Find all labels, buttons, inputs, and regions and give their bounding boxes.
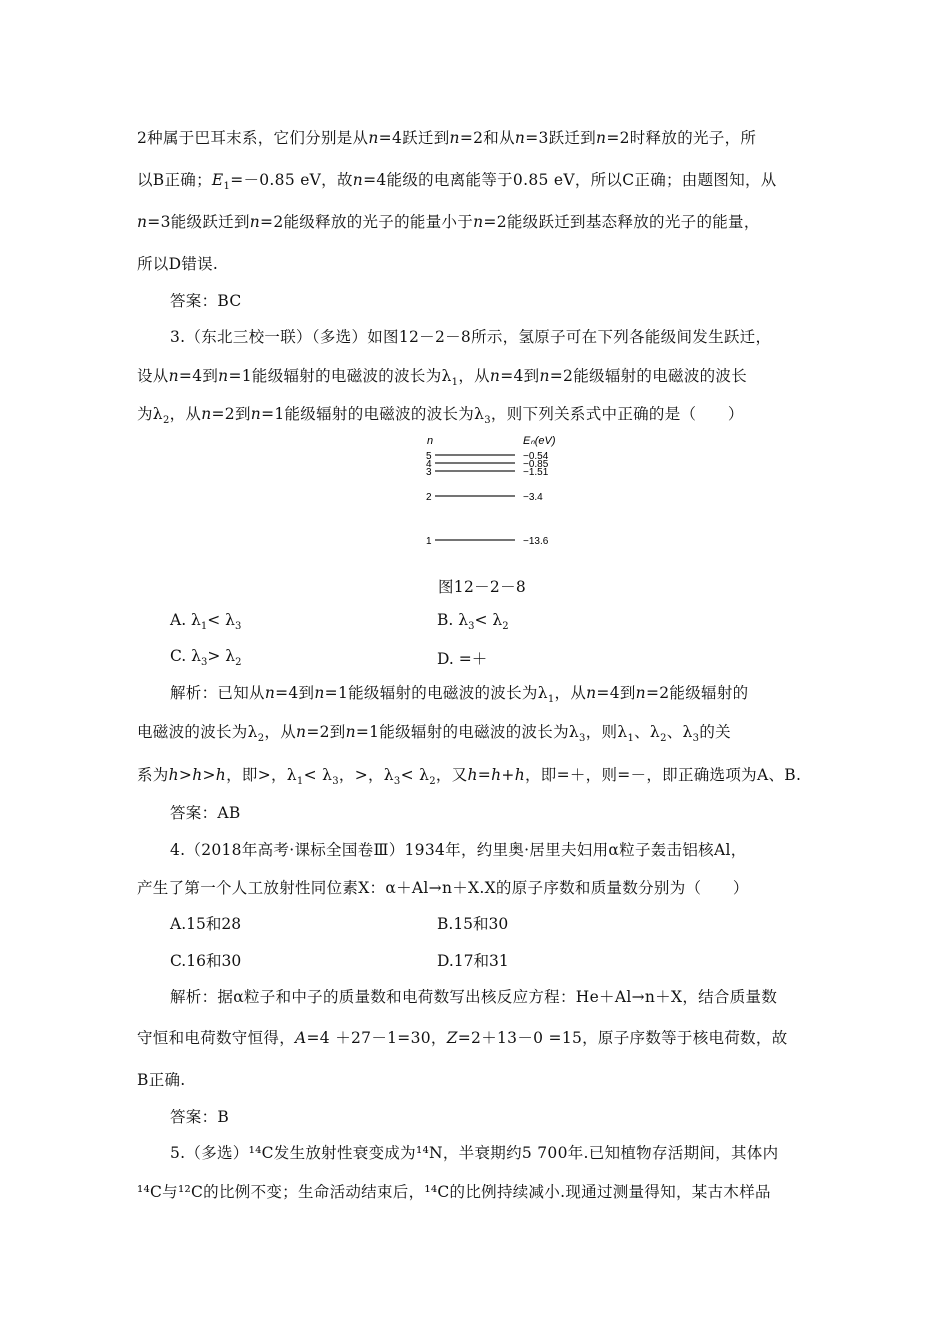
level-number: 3 [426,467,432,478]
level-energy: −0.54 [523,451,549,462]
energy-level-diagram [415,432,575,557]
option-d: D.17和31 [437,952,509,970]
question-4-line: 4.（2018年高考·课标全国卷Ⅲ）1934年，约里奥·居里夫妇用α粒子轰击铝核Al， [170,841,747,859]
option-c: C. $\lambda_3> \lambda_2$ [170,647,242,669]
n-axis-label: n [427,435,434,447]
option-b: B.15和30 [437,915,509,933]
figure-caption: 图12－2－8 [438,578,527,596]
answer-text: 答案：B [170,1108,230,1126]
analysis-line: 守恒和电荷数守恒得，A=4 ＋27－1=30，Z=2＋13－0 =15，原子序数等于核电荷数，故 [137,1029,788,1047]
level-energy: −0.85 [523,459,549,470]
option-b: B. $\lambda_3< \lambda_2$ [437,611,509,633]
level-number: 1 [426,536,432,547]
level-energy: −1.51 [523,467,549,478]
level-number: 2 [426,492,432,503]
analysis-line: 解析：据α粒子和中子的质量数和电荷数写出核反应方程：He＋Al→n＋X，结合质量数 [170,988,778,1006]
question-4-line: 产生了第一个人工放射性同位素X：α＋Al→n＋X.X的原子序数和质量数分别为（ ） [137,879,749,897]
level-energy: −13.6 [523,536,549,547]
analysis-line: B正确. [137,1071,186,1089]
answer-text: 答案：BC [170,292,242,310]
option-a: A. $\lambda_1< \lambda_3$ [170,611,242,633]
text-line: 所以D错误. [137,255,219,273]
question-3-line: 为$\lambda_2$，从n=2到n=1能级辐射的电磁波的波长为$\lambda_3$，则下列关系式中正确的是（ ） [137,405,744,427]
level-number: 4 [426,459,432,470]
question-3-line: 3.（东北三校一联）（多选）如图12－2－8所示，氢原子可在下列各能级间发生跃迁， [170,328,772,346]
option-c: C.16和30 [170,952,242,970]
analysis-line: 解析：已知从n=4到n=1能级辐射的电磁波的波长为$\lambda_1$，从n=4到n=2能级辐射的 [170,684,749,706]
answer-text: 答案：AB [170,804,241,822]
text-line: 2种属于巴耳末系，它们分别是从n=4跃迁到n=2和从n=3跃迁到n=2时释放的光子，所 [137,129,757,147]
question-5-line: 5.（多选）¹⁴C发生放射性衰变成为¹⁴N，半衰期约5 700年.已知植物存活期间，其体内 [170,1144,779,1162]
question-5-line: ¹⁴C与¹²C的比例不变；生命活动结束后，¹⁴C的比例持续减小.现通过测量得知，某古木样品 [137,1183,771,1201]
energy-axis-label: Eₙ(eV) [523,435,556,447]
text-line: n=3能级跃迁到n=2能级释放的光子的能量小于n=2能级跃迁到基态释放的光子的能量， [137,213,760,231]
question-3-line: 设从n=4到n=1能级辐射的电磁波的波长为$\lambda_1$，从n=4到n=2能级辐射的电磁波的波长 [137,367,748,389]
option-d: D. =＋ [437,650,488,668]
level-number: 5 [426,451,432,462]
option-a: A.15和28 [170,915,242,933]
level-energy: −3.4 [523,492,543,503]
analysis-line: 电磁波的波长为$\lambda_2$，从n=2到n=1能级辐射的电磁波的波长为$\lambda_3$，则$\lambda_1$、$\lambda_2$、$\lambda_3$的关 [137,723,731,745]
text-line: 以B正确；$E_1=-0.85$ eV，故n=4能级的电离能等于0.85 eV，所以C正确；由题图知，从 [137,171,777,193]
analysis-line: 系为h>h>h，即>，$\lambda_1< \lambda_3$，>，$\lambda_3< \lambda_2$，又h=h+h，即=＋，则=－，即正确选项为A、B. [137,766,802,788]
